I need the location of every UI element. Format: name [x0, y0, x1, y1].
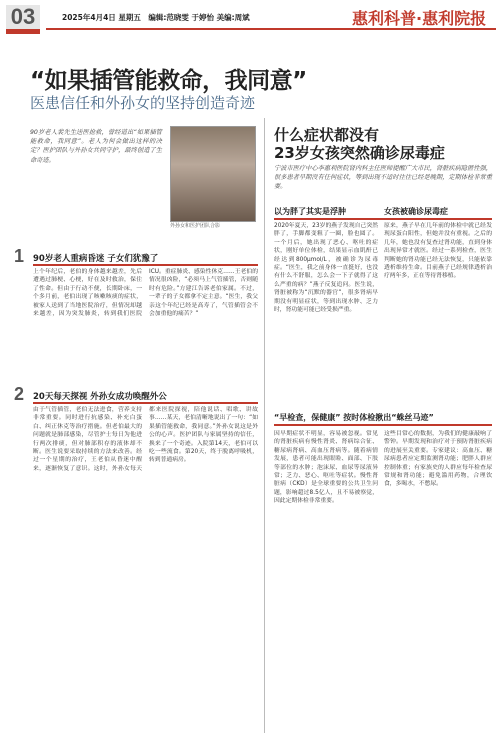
section2-rule — [274, 218, 492, 220]
part2-rule — [33, 402, 258, 404]
section2-rule-2 — [274, 424, 492, 426]
sub-headline: 医患信任和外孙女的坚持创造奇迹 — [30, 94, 256, 112]
part1-number: 1 — [14, 246, 25, 266]
section-title: 惠利科普·惠利院报 — [352, 9, 487, 28]
col-d-text: 这些目常心的数据，为我们的健康敲响了警钟。早期发现和治疗对于预防肾脏疾病的进展至关重要。专家建议：高血压、糖尿病患者应定期监测肾功能；肥胖人群应控制体重；有家族史的人群应每年检查尿常规和肾功能；避免滥用药物，合理饮食，多喝水，不憋尿。 — [384, 431, 492, 488]
page-number: 03 — [6, 5, 40, 29]
col-c-text: 因早期症状不明显，容易被忽视。常见的肾脏疾病有慢性肾炎、肾病综合征、糖尿病肾病、高血压肾病等。随着病情发展，患者可能出现眼睑、面部、下肢等部位的水肿；泡沫尿、血尿等尿液异常；乏力、恶心、呕吐等症状。慢性肾脏病（CKD）是全球重要的公共卫生问题，影响超过8.5亿人，且不易被察觉，因此定期体检非常重要。 — [274, 431, 378, 505]
page-number-accent — [6, 29, 40, 34]
intro-paragraph: 90岁老人裴先生送医抢救，曾经道出“如果插管能救命，我同意”。老人为何会做出这样的决定？医护团队与外孙女共同守护，最终创造了生命奇迹。 — [30, 129, 162, 164]
part1-title: 90岁老人重病昏迷 子女们犹豫了 — [33, 254, 159, 264]
part1-text: 上个年纪后，老伯的身体越来越差，先后遭遇过肺梗、心梗，好在及时救治，保住了性命。但由于行动不便，长期卧床，一个多月前，老伯出现了咳嗽咳痰的症状，被家人送到了当地医院治疗，但情况却越来越差，因为突发肺炎，转到我们医院ICU。重症肺炎、感染性休克……王老伯的情况很凶险，“必须马上气管插管，否则随时有危险。”方建江告诉老伯家属。不过，一辈子的子女都拿不定主意。“医生，我父亲这个年纪已经是高寿了，气管插管会不会加重他的痛苦？” — [33, 269, 258, 318]
column-divider — [264, 118, 265, 733]
part1-rule — [33, 264, 258, 266]
section2-subtitle: 23岁女孩突然确诊尿毒症 — [274, 144, 445, 162]
date-line: 2025年4月4日 星期五 编辑:范晓雯 于婷怡 美编:周斌 — [62, 13, 250, 22]
main-headline: “如果插管能救命，我同意” — [30, 68, 307, 94]
header-rule — [46, 28, 496, 30]
part2-number: 2 — [14, 384, 25, 404]
section2-title: 什么症状都没有 — [274, 126, 380, 144]
part2-text: 由于气管插管，老伯无法进食，营养支持非常重要。同时进行抗感染、补充白蛋白、纠正休克等治疗措施。但老伯最大的问题就是肺部感染，尽管护士每日为他进行两次排痰，但对肺部积存的液体却不断。医生说要采取持续的方法来改善。经过一个星期的治疗，王老伯从昏迷中醒来，逐渐恢复了意识。这时，外孙女每天都来医院探视，陪他说话、唱歌、讲故事……某天，老伯清晰地说出了一句：“如果插管能救命，我同意。”外孙女说这是外公的心声。医护团队与家属坚持的信任，换来了一个奇迹。入院第14天，老伯可以吃一些流食。第20天，终于脱离呼吸机，转到普通病房。 — [33, 407, 258, 472]
photo-caption: 外孙女和医护团队合影 — [170, 223, 221, 229]
part2-title: 20天每天探视 外孙女成功唤醒外公 — [33, 392, 167, 402]
col-b-text: 原来，燕子早在几年前的体检中就已经发现尿蛋白阳性，但她并没有重视。之后的几年，她也没有复查过肾功能，直到身体出现异常才就医。经过一系列检查，医生判断她的肾功能已经无法恢复，只能依靠透析维持生命。目前燕子已经规律透析治疗两年多，正在等待肾移植。 — [384, 223, 492, 280]
section2-intro: 宁波市医疗中心李惠利医院肾内科主任医师提醒广大市民，肾脏疾病隐匿性强，很多患者早期没有任何症状，等到出现不适时往往已经是晚期，定期体检非常重要。 — [274, 165, 492, 191]
team-photo — [170, 126, 256, 222]
col-a-text: 2020年夏天，23岁的燕子发现自己突然胖了，手脚都变粗了一圈，脸也圆了。一个月后，她出现了恶心、呕吐的症状，刚好单位体检，结果显示血肌酐已经达到800μmol/L，被确诊为尿毒症。“医生，我之前身体一直挺好，也没有什么不舒服，怎么会一下子就得了这么严重的病？”燕子反复追问。医生说，肾脏被称为“沉默的器官”，很多肾病早期没有明显症状，等到出现水肿、乏力时，肾功能可能已经受损严重。 — [274, 223, 378, 314]
col-a-heading: 以为胖了其实是浮肿 — [274, 207, 346, 216]
col-b-heading: 女孩被确诊尿毒症 — [384, 207, 448, 216]
col-c-heading: “早检查，保健康” 按时体检揪出“蛛丝马迹” — [274, 413, 434, 422]
